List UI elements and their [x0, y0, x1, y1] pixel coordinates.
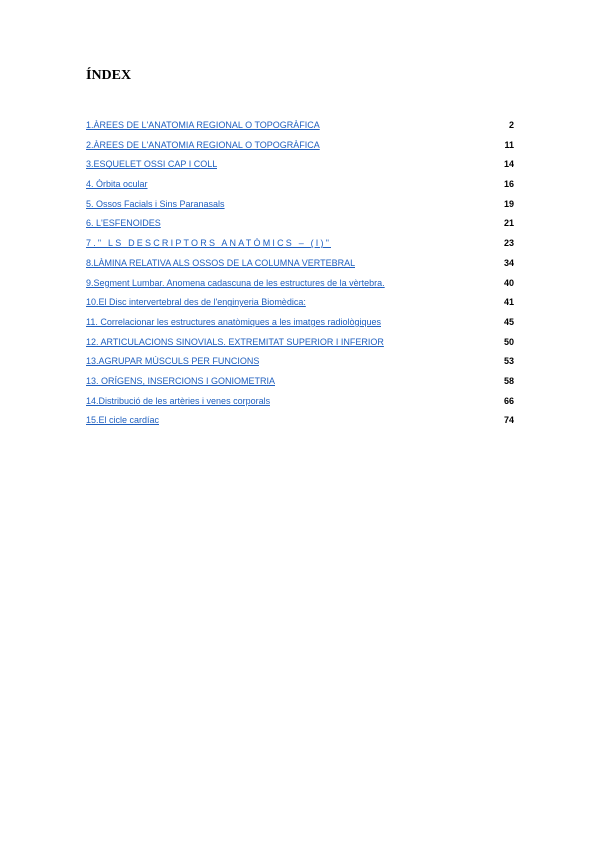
table-of-contents [86, 120, 514, 435]
toc-entry [86, 278, 514, 298]
toc-link[interactable]: 10.El Disc intervertebral des de l'enginyeria Biomèdica: [86, 297, 306, 308]
toc-entry [86, 140, 514, 160]
toc-page-number: 40 [503, 277, 514, 288]
toc-page-number: 50 [503, 336, 514, 347]
toc-page-number: 11 [504, 139, 514, 150]
page-title: ÍNDEX [86, 68, 132, 83]
toc-link[interactable]: 3.ESQUELET OSSI CAP I COLL [86, 159, 218, 170]
toc-entry [86, 317, 514, 337]
toc-entry [86, 238, 514, 258]
toc-page-number: 53 [503, 356, 514, 367]
toc-link[interactable]: 13. ORÍGENS, INSERCIONS I GONIOMETRIA [86, 375, 276, 386]
toc-page-number: 74 [503, 415, 514, 426]
toc-entry [86, 337, 514, 357]
toc-link[interactable]: 4. Òrbita ocular [86, 179, 148, 190]
toc-page-number: 41 [503, 297, 514, 308]
toc-page-number: 16 [503, 179, 514, 190]
toc-page-number: 45 [503, 316, 514, 327]
toc-entry [86, 297, 514, 317]
toc-link[interactable]: 6. L'ESFENOIDES [86, 218, 161, 229]
toc-entry [86, 356, 514, 376]
toc-page-number: 23 [503, 238, 514, 249]
toc-entry [86, 120, 514, 140]
toc-link[interactable]: 15.El cicle cardíac [86, 415, 160, 426]
toc-entry [86, 376, 514, 396]
toc-link[interactable]: 8.LÀMINA RELATIVA ALS OSSOS DE LA COLUMNA VERTEBRAL [86, 257, 356, 268]
toc-link[interactable]: 9.Segment Lumbar. Anomena cadascuna de les estructures de la vèrtebra. [86, 277, 385, 288]
toc-entry [86, 199, 514, 219]
toc-page-number: 66 [503, 395, 514, 406]
toc-entry [86, 179, 514, 199]
toc-entry [86, 218, 514, 238]
toc-link[interactable]: 13.AGRUPAR MÚSCULS PER FUNCIONS [86, 356, 260, 367]
toc-page-number: 2 [508, 120, 514, 130]
toc-link[interactable]: 14.Distribució de les artèries i venes corporals [86, 395, 271, 406]
toc-link[interactable]: 1.ÀREES DE L'ANATOMIA REGIONAL O TOPOGRÀFICA [86, 120, 320, 130]
toc-page-number: 58 [503, 375, 514, 386]
toc-page-number: 21 [503, 218, 514, 229]
toc-link[interactable]: 2.ÀREES DE L'ANATOMIA REGIONAL O TOPOGRÀFICA [86, 139, 320, 150]
toc-page-number: 34 [503, 257, 514, 268]
toc-link[interactable]: 11. Correlacionar les estructures anatòmiques a les imatges radiològiques [86, 316, 381, 327]
toc-entry [86, 258, 514, 278]
toc-entry [86, 159, 514, 179]
toc-page-number: 14 [503, 159, 514, 170]
toc-link[interactable]: 7." LS DESCRIPTORS ANATÒMICS – (I)" [86, 238, 332, 249]
toc-entry [86, 396, 514, 416]
toc-link[interactable]: 12. ARTICULACIONS SINOVIALS. EXTREMITAT SUPERIOR I INFERIOR [86, 336, 384, 347]
toc-entry [86, 415, 514, 435]
toc-link[interactable]: 5. Ossos Facials i Sins Paranasals [86, 198, 225, 209]
toc-page-number: 19 [503, 198, 514, 209]
